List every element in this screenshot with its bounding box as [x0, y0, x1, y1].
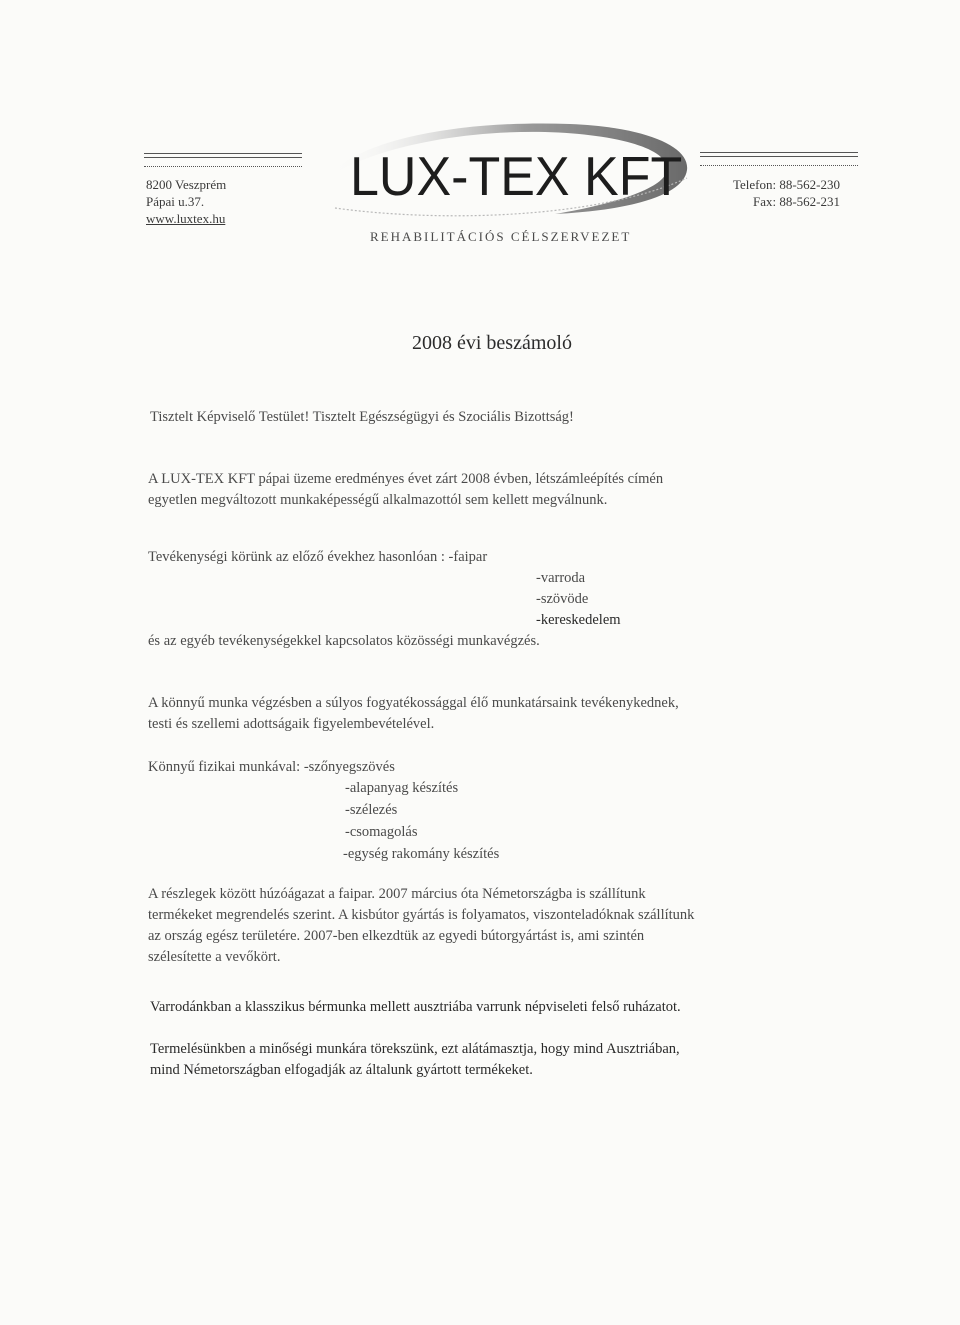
light-work-item: -alapanyag készítés	[345, 780, 459, 796]
activities-closing: és az egyéb tevékenységekkel kapcsolatos közösségi munkavégzés.	[148, 633, 540, 649]
light-work-item: -szélezés	[345, 802, 398, 818]
paragraph-intro	[148, 469, 663, 511]
header-rule-left-2	[144, 157, 302, 158]
paragraph-line: mind Németországban elfogadják az általunk gyártott termékeket.	[150, 1062, 533, 1078]
paragraph-line: A LUX-TEX KFT pápai üzeme eredményes évet zárt 2008 évben, létszámleépítés címén	[148, 471, 664, 487]
header-rule-right-2	[700, 156, 858, 157]
light-work-intro: Könnyű fizikai munkával: -szőnyegszövés	[148, 759, 395, 775]
address-line: 8200 Veszprém	[146, 177, 227, 192]
paragraph-divisions	[148, 884, 694, 968]
company-contact	[726, 176, 840, 210]
paragraph-line: szélesítette a vevőkört.	[148, 949, 281, 965]
salutation: Tisztelt Képviselő Testület! Tisztelt Egészségügyi és Szociális Bizottság!	[150, 409, 574, 425]
logo-text: LUX-TEX KFT	[350, 146, 683, 208]
light-work-item: -csomagolás	[345, 824, 418, 840]
paragraph-line: egyetlen megváltozott munkaképességű alkalmazottól sem kellett megválnunk.	[148, 492, 608, 508]
address-line: Pápai u.37.	[146, 194, 205, 209]
header-rule-right	[700, 152, 858, 153]
paragraph-workers	[148, 693, 679, 735]
paragraph-line: A könnyű munka végzésben a súlyos fogyatékossággal élő munkatársaink tevékenykednek,	[148, 695, 679, 711]
header-rule-right-3	[700, 165, 858, 166]
phone-number: Telefon: 88-562-230	[732, 177, 840, 192]
activity-item: -varroda	[536, 570, 586, 586]
activities-intro: Tevékenységi körünk az előző évekhez hasonlóan : -faipar	[148, 549, 488, 565]
paragraph-line: Termelésünkben a minőségi munkára törekszünk, ezt alátámasztja, hogy mind Ausztriában,	[150, 1041, 680, 1057]
company-address	[146, 176, 226, 227]
paragraph-sewing: Varrodánkban a klasszikus bérmunka mellett ausztriába varrunk népviseleti felső ruházatot.	[150, 999, 681, 1015]
paragraph-line: testi és szellemi adottságaik figyelembevételével.	[148, 716, 435, 732]
header-rule-left-3	[144, 166, 302, 167]
company-tagline: REHABILITÁCIÓS CÉLSZERVEZET	[370, 229, 632, 244]
header-rule-left	[144, 153, 302, 154]
paragraph-quality	[150, 1039, 680, 1081]
activity-item: -szövöde	[536, 591, 589, 607]
paragraph-line: A részlegek között húzóágazat a faipar. 2007 március óta Németországba is szállítunk	[148, 886, 646, 902]
activity-item: -kereskedelem	[536, 612, 621, 628]
fax-number: Fax: 88-562-231	[752, 194, 840, 209]
paragraph-line: az ország egész területére. 2007-ben elkezdtük az egyedi bútorgyártást is, ami szintén	[148, 928, 645, 944]
light-work-item: -egység rakomány készítés	[343, 846, 500, 862]
website-link[interactable]: www.luxtex.hu	[146, 211, 226, 226]
paragraph-line: termékeket megrendelés szerint. A kisbútor gyártás is folyamatos, viszonteladóknak szállítunk	[148, 907, 695, 923]
report-title: 2008 évi beszámoló	[412, 332, 572, 354]
